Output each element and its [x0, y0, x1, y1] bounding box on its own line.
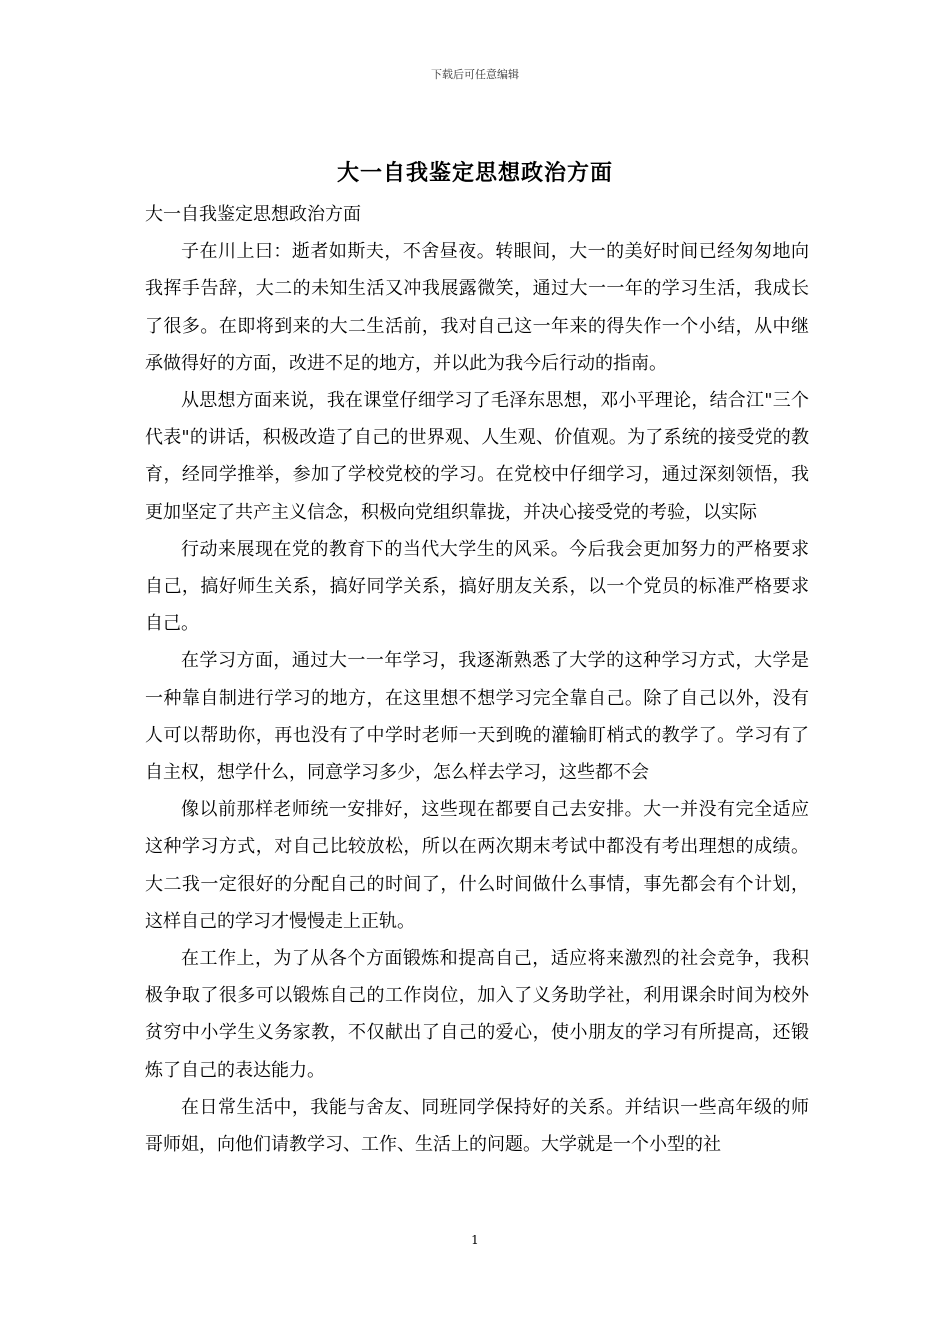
paragraph: 子在川上曰：逝者如斯夫，不舍昼夜。转眼间，大一的美好时间已经匆匆地向我挥手告辞，大二的未知生活又冲我展露微笑，通过大一一年的学习生活，我成长了很多。在即将到来的大二生活前，我对自己这一年来的得失作一个小结，从中继承做得好的方面，改进不足的地方，并以此为我今后行动的指南。: [145, 241, 809, 374]
paragraph: 行动来展现在党的教育下的当代大学生的风采。今后我会更加努力的严格要求自己，搞好师生关系，搞好同学关系，搞好朋友关系，以一个党员的标准严格要求自己。: [145, 538, 809, 635]
document-title: 大一自我鉴定思想政治方面: [336, 160, 613, 186]
paragraph: 在工作上，为了从各个方面锻炼和提高自己，适应将来激烈的社会竞争，我积极争取了很多可以锻炼自己的工作岗位，加入了义务助学社，利用课余时间为校外贫穷中小学生义务家教，不仅献出了自己的爱心，使小朋友的学习有所提高，还锻炼了自己的表达能力。: [145, 948, 809, 1081]
paragraph: 从思想方面来说，我在课堂仔细学习了毛泽东思想，邓小平理论，结合江"三个代表"的讲话，积极改造了自己的世界观、人生观、价值观。为了系统的接受党的教育，经同学推举，参加了学校党校的学习。在党校中仔细学习，通过深刻领悟，我更加坚定了共产主义信念，积极向党组织靠拢，并决心接受党的考验，以实际: [145, 390, 809, 523]
document-body: [145, 196, 809, 1163]
subtitle-line: 大一自我鉴定思想政治方面: [145, 204, 361, 225]
paragraph: 在学习方面，通过大一一年学习，我逐渐熟悉了大学的这种学习方式，大学是一种靠自制进行学习的地方，在这里想不想学习完全靠自己。除了自己以外，没有人可以帮助你，再也没有了中学时老师一天到晚的灌输盯梢式的教学了。学习有了自主权，想学什么，同意学习多少，怎么样去学习，这些都不会: [145, 650, 809, 784]
header-note: 下载后可任意编辑: [431, 68, 519, 81]
page-number: 1: [471, 1233, 479, 1247]
paragraph: 在日常生活中，我能与舍友、同班同学保持好的关系。并结识一些高年级的师哥师姐，向他们请教学习、工作、生活上的问题。大学就是一个小型的社: [145, 1096, 809, 1156]
paragraph: 像以前那样老师统一安排好，这些现在都要自己去安排。大一并没有完全适应这种学习方式，对自己比较放松，所以在两次期末考试中都没有考出理想的成绩。大二我一定很好的分配自己的时间了，什么时间做什么事情，事先都会有个计划，这样自己的学习才慢慢走上正轨。: [145, 799, 809, 932]
